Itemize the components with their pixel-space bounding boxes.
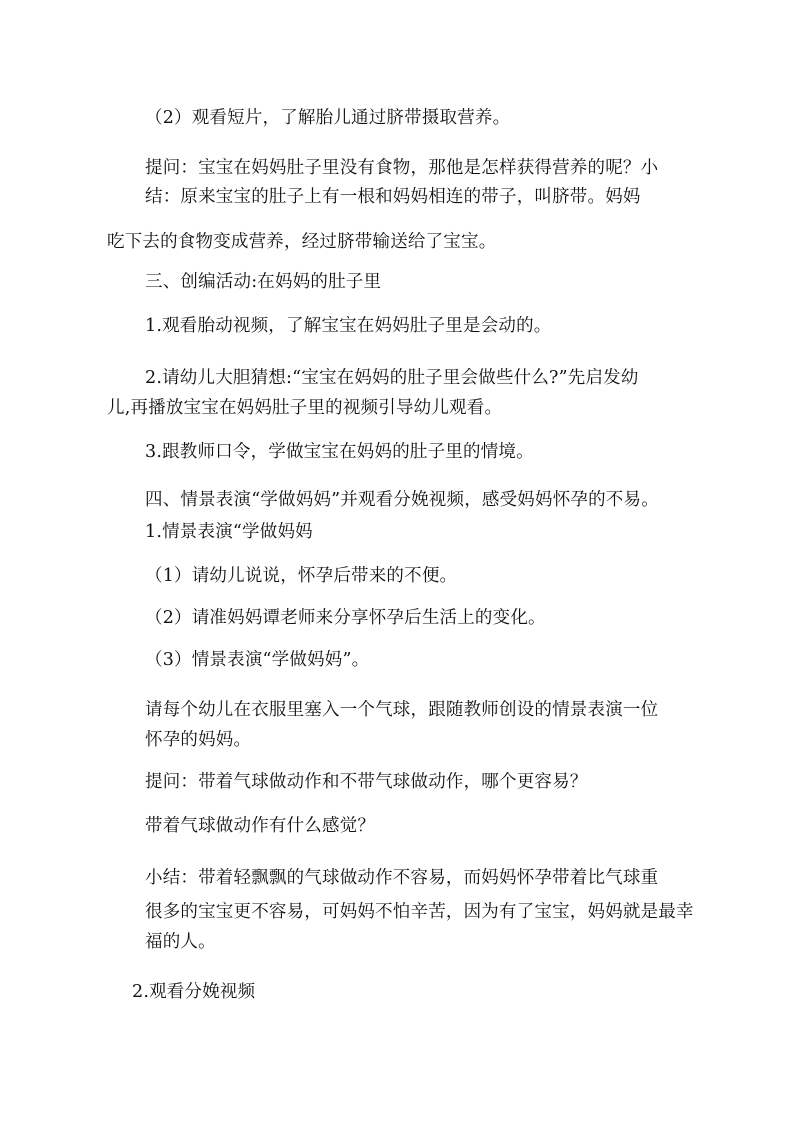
text-line-13: （2）请准妈妈谭老师来分享怀孕后生活上的变化。 — [145, 608, 546, 628]
text-line-8: 儿,再播放宝宝在妈妈肚子里的视频引导幼儿观看。 — [107, 398, 503, 418]
text-line-18: 带着气球做动作有什么感觉？ — [145, 816, 376, 836]
text-line-2: 提问：宝宝在妈妈肚子里没有食物，那他是怎样获得营养的呢？小 — [145, 158, 659, 178]
text-line-22: 2.观看分娩视频 — [132, 982, 256, 1002]
text-line-4: 吃下去的食物变成营养，经过脐带输送给了宝宝。 — [107, 232, 497, 252]
text-line-21: 福的人。 — [145, 932, 216, 952]
text-line-19: 小结：带着轻飘飘的气球做动作不容易，而妈妈怀孕带着比气球重 — [145, 868, 659, 888]
text-line-14: （3）情景表演“学做妈妈”。 — [145, 650, 370, 670]
text-line-12: （1）请幼儿说说，怀孕后带来的不便。 — [145, 566, 458, 586]
text-line-20: 很多的宝宝更不容易，可妈妈不怕辛苦，因为有了宝宝，妈妈就是最幸 — [145, 902, 694, 922]
text-line-1: （2）观看短片，了解胎儿通过脐带摄取营养。 — [145, 108, 511, 128]
text-line-16: 怀孕的妈妈。 — [145, 730, 252, 750]
text-line-7: 2.请幼儿大胆猜想:“宝宝在妈妈的肚子里会做些什么?”先启发幼 — [145, 368, 639, 388]
text-line-3: 结：原来宝宝的肚子上有一根和妈妈相连的带子，叫脐带。妈妈 — [145, 187, 641, 207]
text-line-17: 提问：带着气球做动作和不带气球做动作，哪个更容易？ — [145, 772, 588, 792]
text-line-5: 三、创编活动:在妈妈的肚子里 — [145, 272, 382, 292]
text-line-15: 请每个幼儿在衣服里塞入一个气球，跟随教师创设的情景表演一位 — [145, 700, 659, 720]
text-line-10: 四、情景表演“学做妈妈”并观看分娩视频，感受妈妈怀孕的不易。 — [145, 490, 659, 510]
text-line-11: 1.情景表演“学做妈妈 — [145, 522, 313, 542]
text-line-6: 1.观看胎动视频，了解宝宝在妈妈肚子里是会动的。 — [145, 316, 552, 336]
text-line-9: 3.跟教师口令，学做宝宝在妈妈的肚子里的情境。 — [145, 442, 534, 462]
